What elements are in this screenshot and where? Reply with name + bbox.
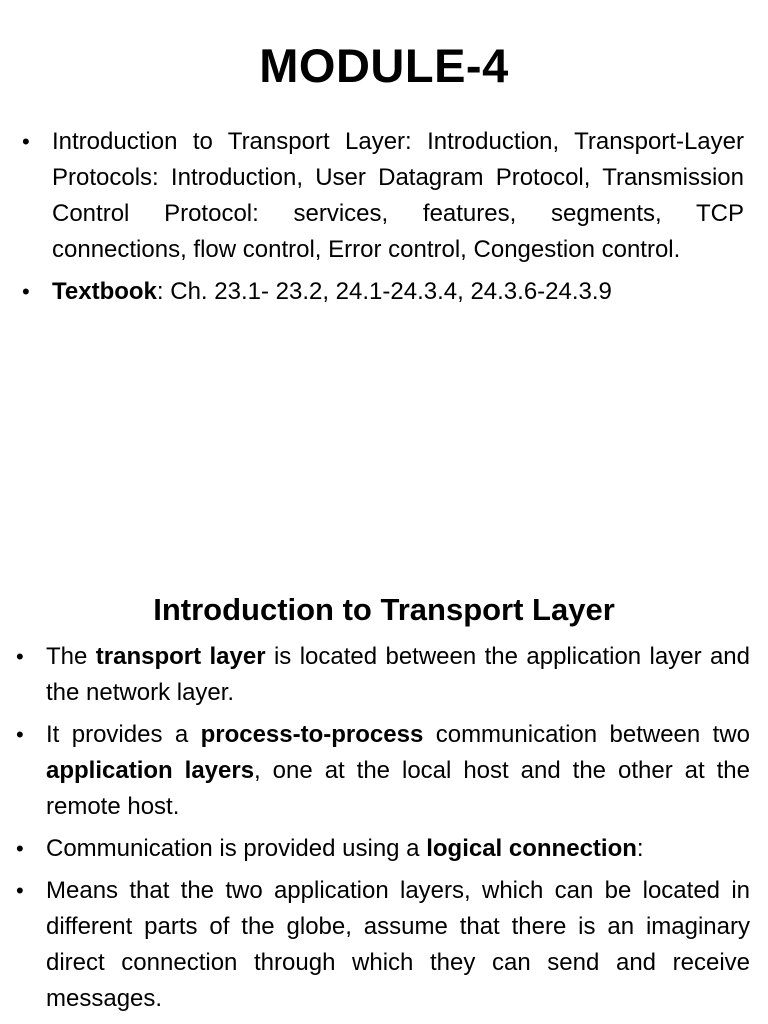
bullet-item <box>16 639 750 711</box>
bullet-dot-icon: • <box>16 644 24 669</box>
bullet-text: The <box>46 643 96 670</box>
bullet-text-bold: logical connection <box>426 835 637 862</box>
bullet-dot-icon: • <box>16 878 24 903</box>
bullet-item <box>16 831 750 867</box>
bullet-dot-icon: • <box>16 722 24 747</box>
bullet-text: communication between two <box>423 721 750 748</box>
slide-title: Introduction to Transport Layer <box>153 592 615 627</box>
bullet-dot-icon: • <box>16 836 24 861</box>
bullet-dot-icon: • <box>22 129 30 154</box>
bullet-list <box>16 639 750 1023</box>
bullet-text-bold: process-to-process <box>200 721 424 748</box>
bullet-text: , one at the local host and the other at the remote host. <box>46 757 750 820</box>
bullet-text: Communication is provided using a <box>46 835 427 862</box>
bullet-text: Means that the two application layers, which can be located in different parts of the globe, assume that there is an imaginary direct connection through which they can send and receive messages. <box>46 877 750 1012</box>
slide-introduction-transport-layer <box>0 512 768 1024</box>
slide-title: MODULE-4 <box>259 39 509 92</box>
bullet-text-bold: Textbook <box>52 278 157 305</box>
bullet-list <box>22 124 744 316</box>
bullet-item <box>16 717 750 825</box>
bullet-text: is located between the application layer and the network layer. <box>46 643 751 706</box>
bullet-text-bold: application layers <box>46 757 255 784</box>
bullet-text: : <box>636 835 644 862</box>
bullet-dot-icon: • <box>22 279 30 304</box>
bullet-item <box>22 124 744 268</box>
bullet-text: It provides a <box>46 721 201 748</box>
bullet-text: Introduction to Transport Layer: Introduction, Transport-Layer Protocols: Introduction, User Datagram Protocol, Transmission Control Protocol: services, features, segments, TCP connections, flow control, Error control, Congestion control. <box>52 128 744 263</box>
bullet-text-bold: transport layer <box>95 643 266 670</box>
bullet-text: : Ch. 23.1- 23.2, 24.1-24.3.4, 24.3.6-24.3.9 <box>156 278 612 305</box>
bullet-item <box>16 873 750 1017</box>
bullet-item <box>22 274 744 310</box>
